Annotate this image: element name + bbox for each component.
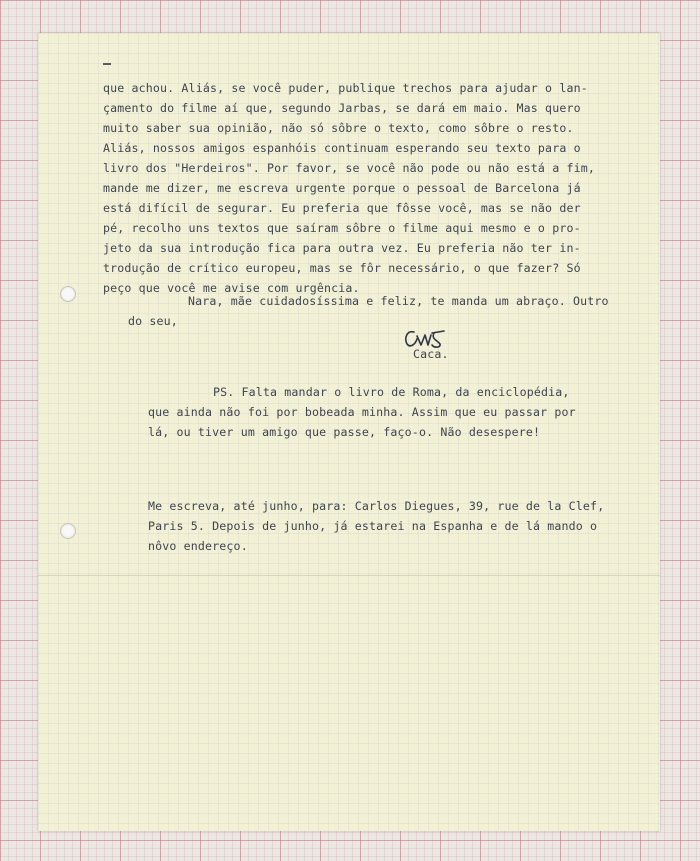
paper-fold: [38, 575, 660, 576]
letter-line: çamento do filme aí que, segundo Jarbas, se dará em maio. Mas quero: [103, 101, 581, 115]
letter-line: muito saber sua opinião, não só sôbre o texto, como sôbre o resto.: [103, 121, 574, 135]
letter-line: que achou. Aliás, se você puder, publique trechos para ajudar o lan-: [103, 81, 588, 95]
closing-line: Nara, mãe cuidadosíssima e feliz, te manda um abraço. Outro: [188, 294, 609, 308]
postscript-line: lá, ou tiver um amigo que passe, faço-o. Não desespere!: [148, 425, 541, 439]
letter-page: [38, 33, 660, 831]
punch-hole-icon: [60, 286, 76, 302]
punch-hole-icon: [60, 523, 76, 539]
postscript-line: que ainda não foi por bobeada minha. Assim que eu passar por: [148, 405, 576, 419]
letter-line: mande me dizer, me escreva urgente porque o pessoal de Barcelona já: [103, 181, 581, 195]
letter-line: trodução de crítico europeu, mas se fôr necessário, o que fazer? Só: [103, 261, 581, 275]
signature-name: Caca.: [413, 347, 449, 361]
postscript-line: PS. Falta mandar o livro de Roma, da enciclopédia,: [213, 385, 570, 399]
letter-line: está difícil de segurar. Eu preferia que fôsse você, mas se não der: [103, 201, 581, 215]
letter-line: pé, recolho uns textos que saíram sôbre o filme aqui mesmo e o pro-: [103, 221, 581, 235]
address-line: nôvo endereço.: [148, 539, 248, 553]
letter-line: jeto da sua introdução fica para outra vez. Eu preferia não ter in-: [103, 241, 581, 255]
address-line: Paris 5. Depois de junho, já estarei na Espanha e de lá mando o: [148, 519, 598, 533]
letter-line: peço que você me avise com urgência.: [103, 281, 360, 295]
letter-line: Aliás, nossos amigos espanhóis continuam esperando seu texto para o: [103, 141, 581, 155]
page-mark: [103, 63, 111, 65]
closing-line: do seu,: [128, 314, 178, 328]
letter-line: livro dos "Herdeiros". Por favor, se você não pode ou não está a fim,: [103, 161, 595, 175]
address-line: Me escreva, até junho, para: Carlos Diegues, 39, rue de la Clef,: [148, 499, 605, 513]
